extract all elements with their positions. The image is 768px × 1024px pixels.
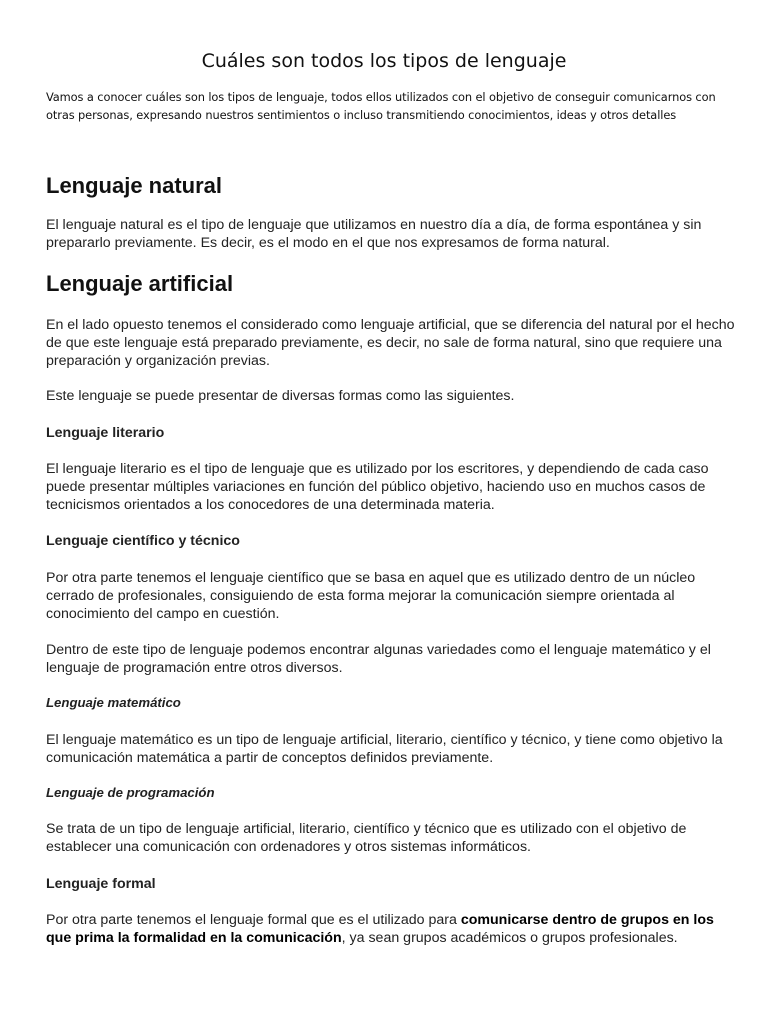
paragraph-artificial-2: Este lenguaje se puede presentar de diversas formas como las siguientes.: [46, 388, 515, 404]
page-title: Cuáles son todos los tipos de lenguaje: [201, 50, 567, 72]
intro-paragraph: Vamos a conocer cuáles son los tipos de lenguaje, todos ellos utilizados con el objetivo de conseguir comunicarnos con otras personas, expresando nuestros sentimientos o incluso transmitiendo conocimientos, ideas y otros detalles: [46, 90, 716, 122]
heading-lenguaje-formal: Lenguaje formal: [46, 876, 156, 892]
paragraph-matematico: El lenguaje matemático es un tipo de lenguaje artificial, literario, científico y técnico, y tiene como objetivo la comunicación matemática a partir de conceptos definidos previamente.: [46, 732, 723, 766]
heading-lenguaje-artificial: Lenguaje artificial: [46, 271, 234, 296]
paragraph-literario: El lenguaje literario es el tipo de lenguaje que es utilizado por los escritores, y dependiendo de cada caso puede presentar múltiples variaciones en función del público objetivo, haciendo uso en muchos casos de tecnicismos orientados a los conocedores de una determinada materia.: [46, 461, 709, 513]
paragraph-natural: El lenguaje natural es el tipo de lenguaje que utilizamos en nuestro día a día, de forma espontánea y sin prepararlo previamente. Es decir, es el modo en el que nos expresamos de forma natural.: [46, 217, 702, 251]
paragraph-artificial-1: En el lado opuesto tenemos el considerado como lenguaje artificial, que se diferencia del natural por el hecho de que este lenguaje está preparado previamente, es decir, no sale de forma natural, sino que requiere una preparación y organización previas.: [46, 317, 735, 369]
formal-text-before: Por otra parte tenemos el lenguaje formal que es el utilizado para: [46, 912, 461, 928]
paragraph-formal: [46, 911, 736, 947]
paragraph-programacion: Se trata de un tipo de lenguaje artificial, literario, científico y técnico que es utilizado con el objetivo de establecer una comunicación con ordenadores y otros sistemas informáticos.: [46, 821, 687, 855]
formal-text-bold: comunicarse dentro de grupos en los que prima la formalidad en la comunicación: [46, 912, 714, 946]
heading-lenguaje-literario: Lenguaje literario: [46, 425, 165, 441]
formal-text-after: , ya sean grupos académicos o grupos profesionales.: [341, 930, 678, 946]
paragraph-cientifico-2: Dentro de este tipo de lenguaje podemos encontrar algunas variedades como el lenguaje matemático y el lenguaje de programación entre otros diversos.: [46, 642, 711, 676]
paragraph-cientifico-1: Por otra parte tenemos el lenguaje científico que se basa en aquel que es utilizado dentro de un núcleo cerrado de profesionales, consiguiendo de esta forma mejorar la comunicación siempre orientada al conocimiento del campo en cuestión.: [46, 570, 696, 622]
heading-lenguaje-cientifico: Lenguaje científico y técnico: [46, 533, 240, 549]
heading-lenguaje-programacion: Lenguaje de programación: [46, 785, 215, 800]
heading-lenguaje-matematico: Lenguaje matemático: [46, 695, 181, 710]
heading-lenguaje-natural: Lenguaje natural: [46, 173, 223, 198]
